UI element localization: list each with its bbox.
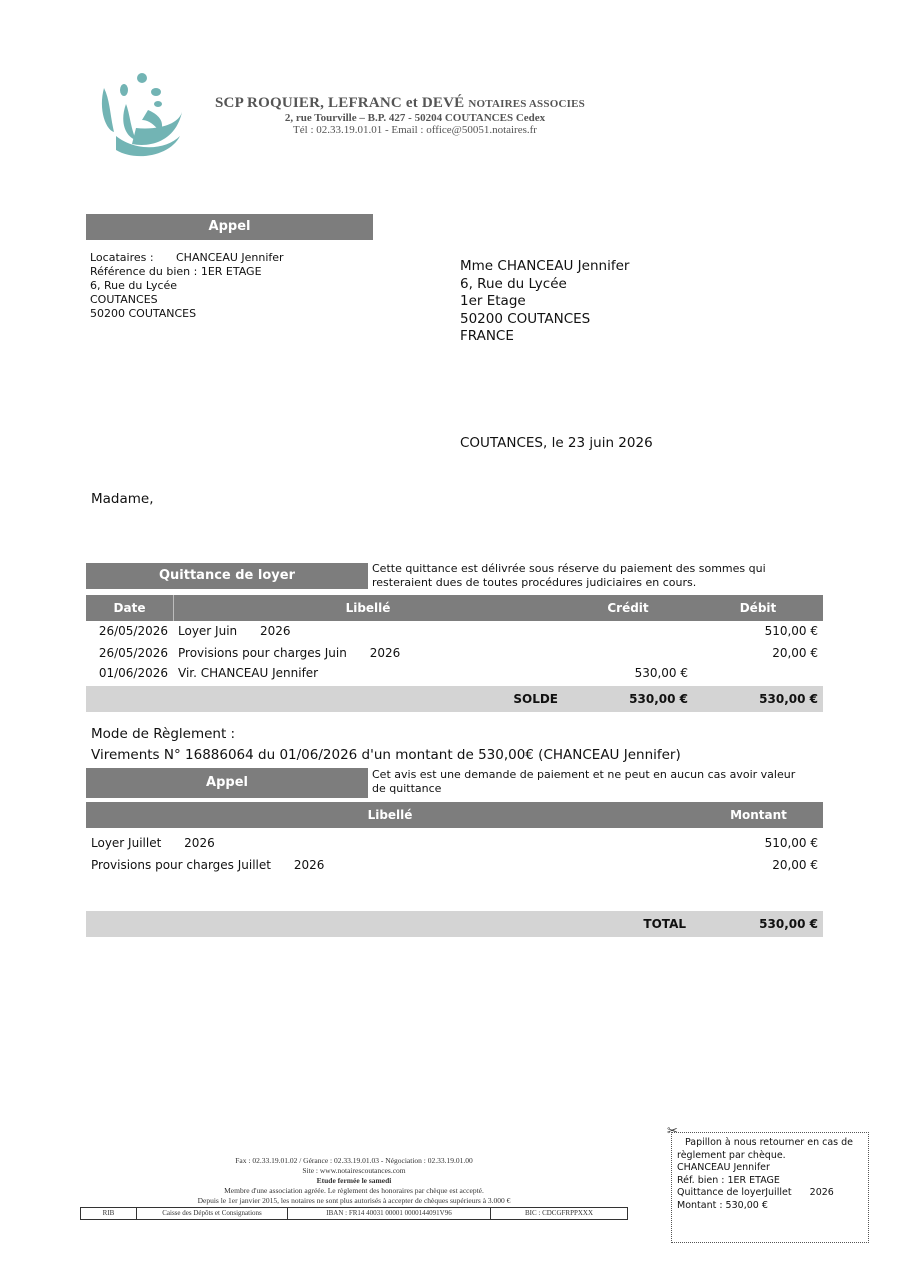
row-libelle: Provisions pour charges Juillet 2026 xyxy=(91,858,325,872)
slip-reference: Réf. bien : 1ER ETAGE xyxy=(677,1174,780,1186)
row-date: 26/05/2026 xyxy=(98,624,168,638)
row-credit: 530,00 € xyxy=(634,666,688,680)
firm-address: 2, rue Tourville – B.P. 427 - 50204 COUTANCES Cedex xyxy=(284,112,546,124)
row-libelle: Loyer Juillet 2026 xyxy=(91,836,215,850)
solde-row xyxy=(86,686,823,712)
table-row xyxy=(86,833,823,853)
property-reference xyxy=(90,251,284,321)
row-libelle: Provisions pour charges Juin 2026 xyxy=(178,646,401,660)
appel-table-header xyxy=(86,802,823,828)
locataires-value: CHANCEAU Jennifer xyxy=(176,251,284,264)
scissors-icon: ✂ xyxy=(667,1124,678,1139)
row-debit: 20,00 € xyxy=(772,646,818,660)
slip-tenant: CHANCEAU Jennifer xyxy=(677,1162,770,1173)
slip-amount: Montant : 530,00 € xyxy=(677,1199,768,1211)
row-libelle: Vir. CHANCEAU Jennifer xyxy=(178,666,319,680)
footer xyxy=(80,1156,628,1206)
row-date: 26/05/2026 xyxy=(98,646,168,660)
appel-title-bar: Appel xyxy=(86,214,373,240)
appel-note: Cet avis est une demande de paiement et ne peut en aucun cas avoir valeur de quittance xyxy=(372,768,796,795)
recipient-address xyxy=(460,258,629,346)
total-value: 530,00 € xyxy=(759,917,818,931)
locataires-label: Locataires : xyxy=(90,251,154,264)
rib-bic: BIC : CDCGFRPPXXX xyxy=(524,1209,594,1217)
header-debit: Débit xyxy=(739,601,777,615)
slip-period: Quittance de loyerJuillet 2026 xyxy=(677,1187,834,1198)
table-row xyxy=(86,663,823,683)
notary-logo-icon xyxy=(96,70,186,165)
recipient-floor: 1er Etage xyxy=(460,293,526,309)
total-row xyxy=(86,911,823,937)
header-montant: Montant xyxy=(730,808,787,822)
header-credit: Crédit xyxy=(607,601,649,615)
table-row xyxy=(86,855,823,875)
quittance-title-bar: Quittance de loyer xyxy=(86,563,368,589)
footer-closed: Etude fermée le samedi xyxy=(316,1176,392,1185)
slip-instruction: Papillon à nous retourner en cas de règlement par chèque. xyxy=(677,1137,853,1161)
recipient-name: Mme CHANCEAU Jennifer xyxy=(460,258,630,274)
row-montant: 20,00 € xyxy=(772,858,818,872)
rib-table xyxy=(80,1207,628,1220)
footer-member: Membre d'une association agréée. Le règlement des honoraires par chèque est accepté. xyxy=(224,1186,484,1195)
salutation: Madame, xyxy=(91,491,154,507)
appel-title-bar: Appel xyxy=(86,768,368,798)
quittance-note: Cette quittance est délivrée sous réserve du paiement des sommes qui resteraient dues de toutes procédures judiciaires en cours. xyxy=(372,562,766,589)
payment-mode-label: Mode de Règlement : xyxy=(91,726,236,742)
footer-site: Site : www.notairescoutances.com xyxy=(302,1166,406,1175)
rib-bank: Caisse des Dépôts et Consignations xyxy=(137,1208,288,1219)
footer-cheque: Depuis le 1er janvier 2015, les notaires ne sont plus autorisés à accepter de chèques supérieurs à 3.000 € xyxy=(197,1196,511,1205)
firm-name-suffix: NOTAIRES ASSOCIES xyxy=(468,98,585,110)
rib-iban: IBAN : FR14 40031 00001 0000144091V96 xyxy=(288,1208,491,1219)
payment-mode-value: Virements N° 16886064 du 01/06/2026 d'un montant de 530,00€ (CHANCEAU Jennifer) xyxy=(91,747,681,763)
recipient-country: FRANCE xyxy=(460,328,514,344)
solde-credit: 530,00 € xyxy=(629,692,688,706)
firm-name: SCP ROQUIER, LEFRANC et DEVÉ xyxy=(215,95,465,111)
header-libelle: Libellé xyxy=(345,601,391,615)
letter-date: COUTANCES, le 23 juin 2026 xyxy=(460,435,653,451)
solde-label: SOLDE xyxy=(513,692,558,706)
recipient-street: 6, Rue du Lycée xyxy=(460,275,567,292)
header-libelle: Libellé xyxy=(367,808,413,822)
bien-postal: 50200 COUTANCES xyxy=(90,307,197,320)
table-row xyxy=(86,643,823,663)
table-row xyxy=(86,621,823,641)
row-montant: 510,00 € xyxy=(764,836,818,850)
firm-contact: Tél : 02.33.19.01.01 - Email : office@50051.notaires.fr xyxy=(293,124,537,136)
footer-phones: Fax : 02.33.19.01.02 / Gérance : 02.33.19.01.03 - Négociation : 02.33.19.01.00 xyxy=(235,1156,473,1165)
bien-reference: Référence du bien : 1ER ETAGE xyxy=(90,265,262,278)
rib-label: RIB xyxy=(81,1208,137,1219)
recipient-postal: 50200 COUTANCES xyxy=(460,310,591,327)
quittance-table-header xyxy=(86,595,823,621)
cheque-return-slip xyxy=(671,1132,869,1243)
row-date: 01/06/2026 xyxy=(98,666,168,680)
total-label: TOTAL xyxy=(643,917,686,931)
row-libelle: Loyer Juin 2026 xyxy=(178,624,291,638)
row-debit: 510,00 € xyxy=(764,624,818,638)
firm-header xyxy=(215,95,685,136)
header-date: Date xyxy=(113,601,146,615)
solde-debit: 530,00 € xyxy=(759,692,818,706)
bien-street: 6, Rue du Lycée xyxy=(90,279,178,292)
bien-city: COUTANCES xyxy=(90,293,158,306)
